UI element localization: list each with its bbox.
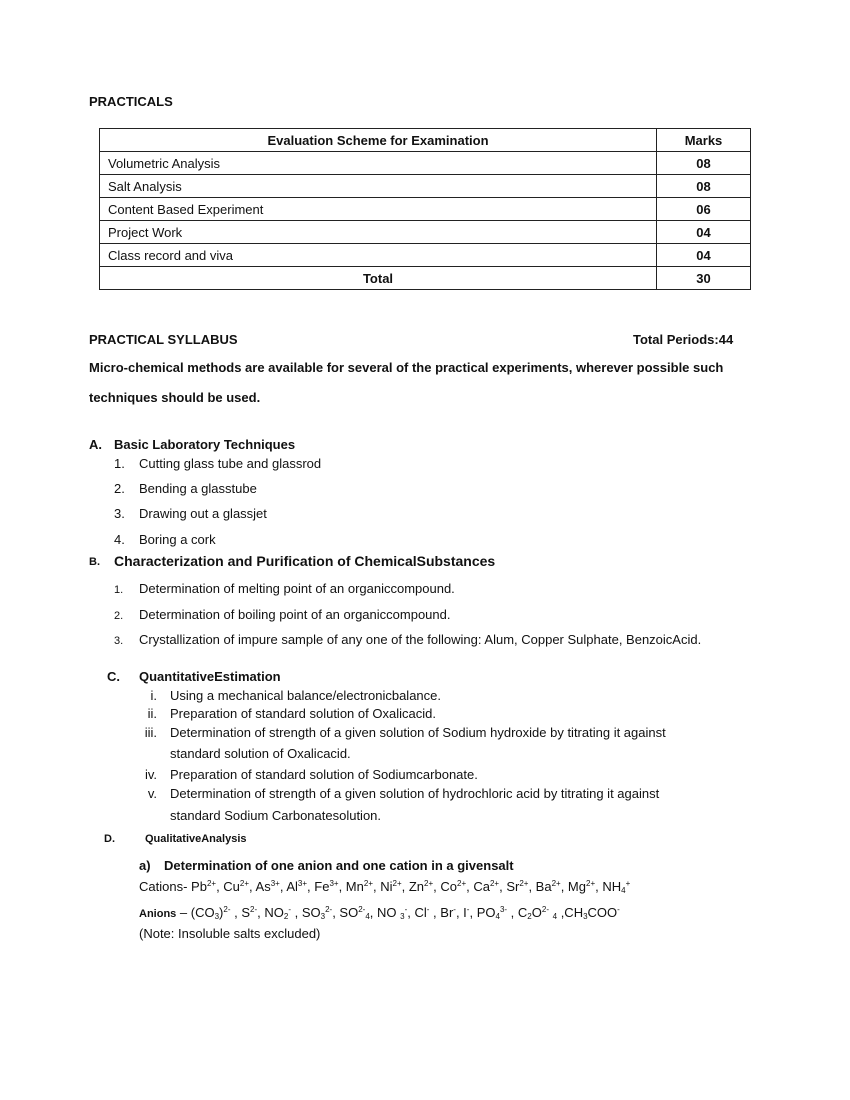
table-header-row xyxy=(100,129,751,152)
item-text-continued: standard solution of Oxalicacid. xyxy=(170,746,351,761)
item-numeral: iv. xyxy=(144,767,157,782)
list-item xyxy=(114,506,267,521)
subsection-letter: a) xyxy=(139,858,151,873)
row-marks: 06 xyxy=(657,198,751,221)
table-row xyxy=(100,175,751,198)
column-header-marks: Marks xyxy=(657,129,751,152)
item-text: Crystallization of impure sample of any one of the following: Alum, Copper Sulphate, BenzoicAcid. xyxy=(139,632,702,647)
section-a-title: Basic Laboratory Techniques xyxy=(114,437,296,452)
item-text: Determination of strength of a given solution of hydrochloric acid by titrating it against xyxy=(170,786,660,801)
row-item: Salt Analysis xyxy=(100,175,657,198)
total-label: Total xyxy=(100,267,657,290)
note: (Note: Insoluble salts excluded) xyxy=(139,926,321,941)
anions-line: Anions – $(CO_3)^{2-}$ , $S^{2-}$, $NO_2^-$ , $SO_3^{2-}$, $SO^{2-}_4$, NO $_3$-, Cl- , Br-, I-, $PO_4^{3-}$ , $C_2O^{2-}$ $_4$ $,CH_3COO^-$ xyxy=(139,905,620,921)
item-text: Determination of melting point of an organiccompound. xyxy=(139,581,455,596)
evaluation-scheme-table xyxy=(99,128,751,290)
item-text: Determination of boiling point of an organiccompound. xyxy=(139,607,451,622)
item-number: 1. xyxy=(114,456,125,471)
section-a-letter: A. xyxy=(89,437,102,452)
item-text: Boring a cork xyxy=(139,532,216,547)
item-text: Preparation of standard solution of Oxalicacid. xyxy=(170,706,436,721)
item-number: 2. xyxy=(114,481,125,496)
section-b-title: Characterization and Purification of ChemicalSubstances xyxy=(114,553,496,569)
total-periods: Total Periods:44 xyxy=(633,332,734,347)
intro-line-1: Micro-chemical methods are available for several of the practical experiments, wherever possible such xyxy=(89,360,724,375)
section-c-title: QuantitativeEstimation xyxy=(139,669,281,684)
section-b-letter: B. xyxy=(89,556,100,568)
item-text: Using a mechanical balance/electronicbalance. xyxy=(170,688,441,703)
list-item xyxy=(114,532,216,547)
item-number: 2. xyxy=(114,610,124,622)
table-row xyxy=(100,221,751,244)
column-header-scheme: Evaluation Scheme for Examination xyxy=(100,129,657,152)
section-d-letter: D. xyxy=(104,833,115,845)
item-number: 1. xyxy=(114,584,124,596)
table-row xyxy=(100,152,751,175)
cations-line: Cations- $Pb^{2+}$, $Cu^{2+}$, $As^{3+}$, $Al^{3+}$, $Fe^{3+}$, $Mn^{2+}$, $Ni^{2+}$, $Zn^{2+}$, $Co^{2+}$, $Ca^{2+}$, $Sr^{2+}$, $Ba^{2+}$, $Mg^{2+}$, $NH_4^+$ xyxy=(139,879,631,895)
item-numeral: v. xyxy=(147,786,157,801)
list-item xyxy=(114,456,321,471)
list-item xyxy=(114,607,450,622)
item-numeral: ii. xyxy=(147,706,157,721)
item-text: Bending a glasstube xyxy=(139,481,257,496)
list-item xyxy=(114,581,455,596)
cations-label: Cations- xyxy=(139,879,188,894)
item-numeral: iii. xyxy=(144,725,157,740)
table-row xyxy=(100,198,751,221)
item-text: Preparation of standard solution of Sodiumcarbonate. xyxy=(170,767,478,782)
intro-line-2: techniques should be used. xyxy=(89,390,261,405)
item-text: Drawing out a glassjet xyxy=(139,506,267,521)
row-marks: 08 xyxy=(657,152,751,175)
item-numeral: i. xyxy=(150,688,157,703)
item-number: 3. xyxy=(114,506,125,521)
section-c-letter: C. xyxy=(107,669,120,684)
row-item: Project Work xyxy=(100,221,657,244)
total-marks: 30 xyxy=(657,267,751,290)
table-row xyxy=(100,244,751,267)
item-text: Determination of strength of a given solution of Sodium hydroxide by titrating it against xyxy=(170,725,666,740)
practicals-heading: PRACTICALS xyxy=(89,94,173,109)
section-d-title: QualitativeAnalysis xyxy=(145,833,247,845)
subsection-title: Determination of one anion and one cation in a givensalt xyxy=(164,858,514,873)
row-item: Volumetric Analysis xyxy=(100,152,657,175)
row-marks: 04 xyxy=(657,244,751,267)
item-number: 3. xyxy=(114,635,124,647)
anions-label: Anions xyxy=(139,908,177,920)
row-item: Class record and viva xyxy=(100,244,657,267)
row-marks: 04 xyxy=(657,221,751,244)
row-marks: 08 xyxy=(657,175,751,198)
table-total-row xyxy=(100,267,751,290)
item-text: Cutting glass tube and glassrod xyxy=(139,456,322,471)
list-item xyxy=(114,481,257,496)
item-text-continued: standard Sodium Carbonatesolution. xyxy=(170,808,382,823)
practical-syllabus-title: PRACTICAL SYLLABUS xyxy=(89,332,238,347)
row-item: Content Based Experiment xyxy=(100,198,657,221)
item-number: 4. xyxy=(114,532,125,547)
list-item xyxy=(114,632,701,647)
